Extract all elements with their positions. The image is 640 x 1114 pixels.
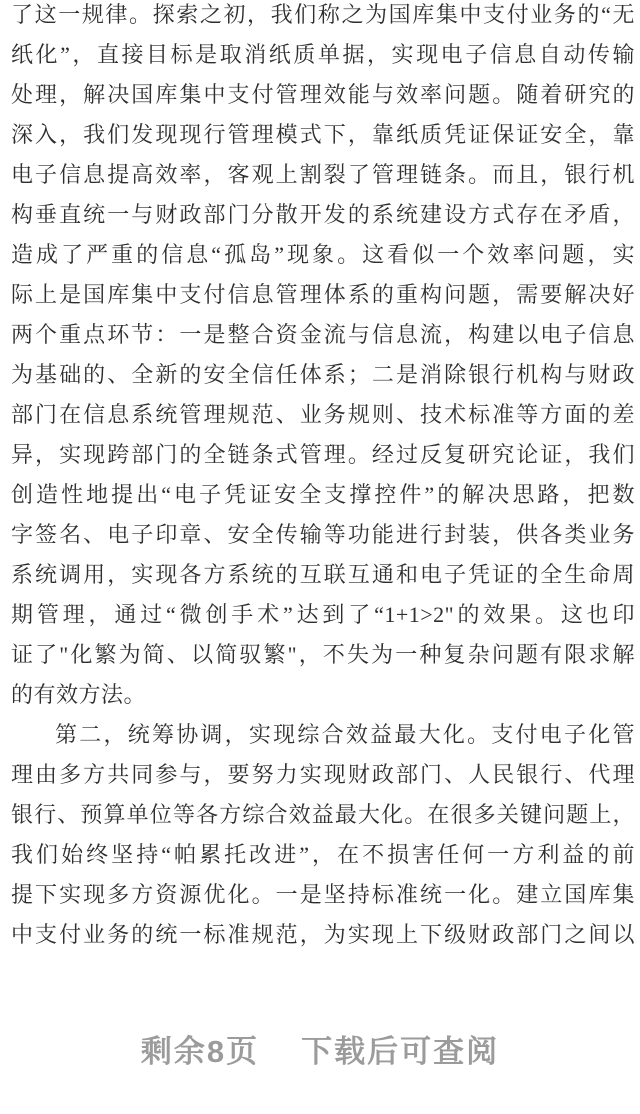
- download-hint-label: 下载后可查阅: [301, 1034, 500, 1069]
- text-line: 部门在信息系统管理规范、业务规则、技术标准等方面的差: [11, 402, 635, 427]
- text-line: 证了"化繁为简、以简驭繁"，不失为一种复杂问题有限求解: [11, 642, 635, 667]
- text-line: 了这一规律。探索之初，我们称之为国库集中支付业务的“无: [11, 2, 635, 27]
- text-line: 处理，解决国库集中支付管理效能与效率问题。随着研究的: [11, 82, 635, 107]
- paragraph: [11, 0, 635, 715]
- paragraph: [11, 715, 635, 955]
- remaining-pages-label: 剩余8页: [140, 1034, 260, 1069]
- text-line: 创造性地提出“电子凭证安全支撑控件”的解决思路，把数: [11, 482, 635, 507]
- text-line: 理由多方共同参与，要努力实现财政部门、人民银行、代理: [11, 762, 635, 787]
- text-line: 提下实现多方资源优化。一是坚持标准统一化。建立国库集: [11, 882, 635, 907]
- text-line: 为基础的、全新的安全信任体系；二是消除银行机构与财政: [11, 362, 635, 387]
- text-line: 电子信息提高效率，客观上割裂了管理链条。而且，银行机: [11, 162, 635, 187]
- text-line: 纸化”，直接目标是取消纸质单据，实现电子信息自动传输: [11, 42, 635, 67]
- text-line: 我们始终坚持“帕累托改进”，在不损害任何一方利益的前: [11, 842, 635, 867]
- document-body: [11, 0, 635, 955]
- text-line: 的有效方法。: [11, 682, 147, 707]
- download-notice: [0, 1026, 640, 1071]
- text-line: 深入，我们发现现行管理模式下，靠纸质凭证保证安全，靠: [11, 122, 635, 147]
- text-line: 造成了严重的信息“孤岛”现象。这看似一个效率问题，实: [11, 242, 635, 267]
- text-line: 期管理，通过“微创手术”达到了“1+1>2"的效果。这也印: [11, 602, 635, 627]
- text-line: 两个重点环节：一是整合资金流与信息流，构建以电子信息: [11, 322, 635, 347]
- text-line: 构垂直统一与财政部门分散开发的系统建设方式存在矛盾，: [11, 202, 635, 227]
- text-line: 异，实现跨部门的全链条式管理。经过反复研究论证，我们: [11, 442, 635, 467]
- text-line: 字签名、电子印章、安全传输等功能进行封装，供各类业务: [11, 522, 635, 547]
- text-line: 际上是国库集中支付信息管理体系的重构问题，需要解决好: [11, 282, 635, 307]
- text-line: 第二，统筹协调，实现综合效益最大化。支付电子化管: [55, 722, 635, 747]
- text-line: 中支付业务的统一标准规范，为实现上下级财政部门之间以: [11, 922, 635, 947]
- text-line: 银行、预算单位等各方综合效益最大化。在很多关键问题上，: [11, 802, 635, 827]
- text-line: 系统调用，实现各方系统的互联互通和电子凭证的全生命周: [11, 562, 635, 587]
